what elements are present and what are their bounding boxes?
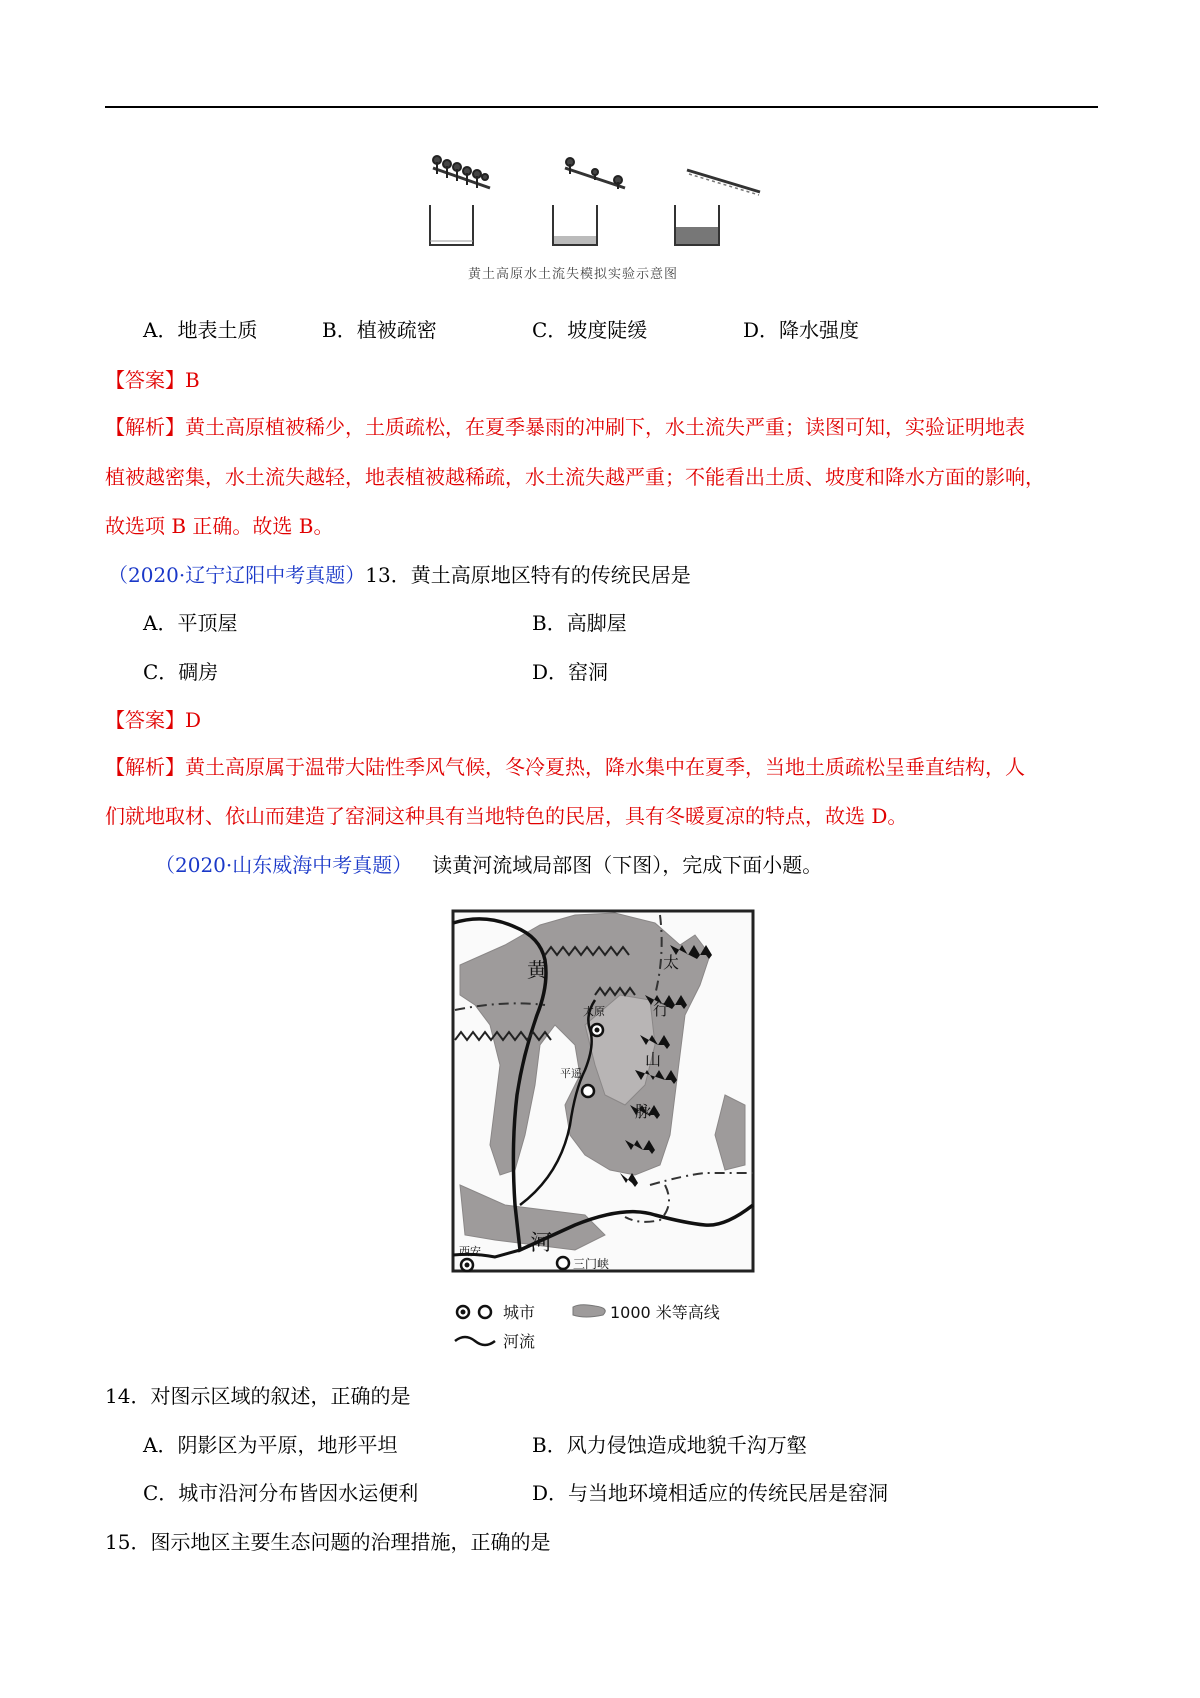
q13-stem: 13．黄土高原地区特有的传统民居是: [365, 563, 691, 587]
q13-heading: [108, 561, 691, 589]
erosion-experiment-figure: [425, 150, 775, 300]
q13-analysis-line-2: 们就地取材、依山而建造了窑洞这种具有当地特色的民居，具有冬暖夏凉的特点，故选 D。: [105, 804, 908, 828]
map-label-he: 河: [530, 1231, 553, 1256]
q13-source: （2020·辽宁辽阳中考真题）: [108, 563, 366, 587]
q12-answer: 【答案】B: [105, 368, 200, 392]
map-label-huang: 黄: [527, 958, 547, 982]
yellow-river-map: [445, 905, 775, 1355]
q12-option-c: C．坡度陡缓: [532, 318, 648, 342]
q14-option-c: C．城市沿河分布皆因水运便利: [143, 1481, 419, 1505]
map-label-tai: 太: [663, 953, 680, 972]
city-pingyao: [582, 1085, 594, 1097]
bare-slope: [687, 170, 760, 195]
map-label-shan: 山: [645, 1050, 662, 1069]
group-source: （2020·山东威海中考真题）: [155, 853, 413, 877]
header-rule: [105, 106, 1098, 108]
dense-vegetation-slope: [433, 156, 490, 188]
map-label-xian: 西安: [459, 1245, 481, 1258]
beaker-1: [430, 205, 473, 245]
legend-river-label: 河流: [503, 1332, 536, 1351]
q13-option-c: C．碉房: [143, 660, 219, 684]
group-stem: 读黄河流域局部图（下图），完成下面小题。: [432, 853, 823, 877]
q14-option-d: D．与当地环境相适应的传统民居是窑洞: [532, 1481, 889, 1505]
map-label-sanmenxia: 三门峡: [573, 1257, 610, 1271]
q12-option-a: A．地表土质: [143, 318, 258, 342]
q12-analysis-line-1: 【解析】黄土高原植被稀少，土质疏松，在夏季暴雨的冲刷下，水土流失严重；读图可知，实验证明地表: [105, 415, 1025, 439]
sparse-vegetation-slope: [565, 158, 625, 189]
q12-option-b: B．植被疏密: [322, 318, 437, 342]
map-label-pingyao: 平遥: [560, 1067, 582, 1080]
q15-stem: 15．图示地区主要生态问题的治理措施，正确的是: [105, 1530, 551, 1554]
map-label-hang: 行: [653, 1000, 670, 1019]
legend-river-swatch: [455, 1337, 495, 1345]
group-heading: [155, 851, 822, 879]
q14-option-b: B．风力侵蚀造成地貌千沟万壑: [532, 1433, 807, 1457]
city-sanmenxia: [557, 1257, 569, 1269]
map-label-mai: 脉: [635, 1102, 652, 1121]
map-legend: [455, 1303, 720, 1351]
map-label-taiyuan: 太原: [583, 1005, 605, 1018]
q13-option-b: B．高脚屋: [532, 611, 627, 635]
q12-option-d: D．降水强度: [743, 318, 860, 342]
q14-option-a: A．阴影区为平原，地形平坦: [143, 1433, 398, 1457]
figure-caption: 黄土高原水土流失模拟实验示意图: [467, 267, 679, 282]
q14-stem: 14．对图示区域的叙述，正确的是: [105, 1384, 411, 1408]
q13-option-d: D．窑洞: [532, 660, 609, 684]
q13-answer: 【答案】D: [105, 708, 202, 732]
q12-analysis-line-2: 植被越密集，水土流失越轻，地表植被越稀疏，水土流失越严重；不能看出土质、坡度和降水方面的影响，: [105, 465, 1045, 489]
q12-analysis-line-3: 故选项 B 正确。故选 B。: [105, 514, 334, 538]
q13-option-a: A．平顶屋: [143, 611, 238, 635]
beaker-3: [675, 205, 719, 245]
legend-city-label: 城市: [503, 1303, 536, 1322]
beaker-2: [553, 205, 597, 245]
q13-analysis-line-1: 【解析】黄土高原属于温带大陆性季风气候，冬冷夏热，降水集中在夏季，当地土质疏松呈垂直结构，人: [105, 755, 1025, 779]
legend-contour-label: 1000 米等高线: [610, 1303, 720, 1322]
legend-contour-swatch: [573, 1305, 605, 1317]
